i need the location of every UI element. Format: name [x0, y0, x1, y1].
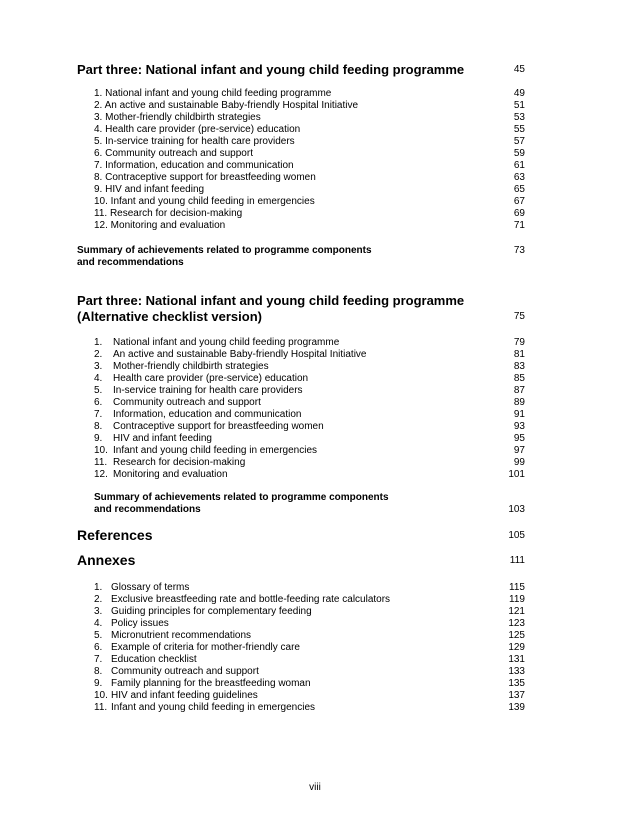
- list-item: 4. Policy issues 123: [94, 618, 525, 629]
- list-item: 6. Community outreach and support 59: [94, 148, 525, 159]
- list-item: 3. Guiding principles for complementary feeding 121: [94, 606, 525, 617]
- list-item: 1. National infant and young child feeding programme 79: [94, 337, 525, 348]
- list-item: 1. Glossary of terms 115: [94, 582, 525, 593]
- references-page: 105: [508, 530, 525, 541]
- list-item: 9. HIV and infant feeding 65: [94, 184, 525, 195]
- list-item: 3. Mother-friendly childbirth strategies 53: [94, 112, 525, 123]
- list-item: 5. In-service training for health care providers 57: [94, 136, 525, 147]
- list-item: 10. Infant and young child feeding in emergencies 97: [94, 445, 525, 456]
- list-item: 8. Contraceptive support for breastfeeding women 63: [94, 172, 525, 183]
- list-item: 11. Infant and young child feeding in emergencies 139: [94, 702, 525, 713]
- part3-page: 45: [513, 64, 525, 75]
- list-item: 7. Information, education and communication 61: [94, 160, 525, 171]
- list-item: 11. Research for decision-making 69: [94, 208, 525, 219]
- part3-summary-line1: Summary of achievements related to programme components: [77, 245, 372, 256]
- list-item: 7. Information, education and communication 91: [94, 409, 525, 420]
- list-item: 4. Health care provider (pre-service) education 85: [94, 373, 525, 384]
- part3-alt-page: 75: [513, 311, 525, 322]
- part3-alt-summary-line1: Summary of achievements related to programme components: [94, 492, 389, 503]
- part3-alt-summary-page: 103: [508, 504, 525, 515]
- annexes-page: 111: [509, 555, 525, 566]
- list-item: 7. Education checklist 131: [94, 654, 525, 665]
- references-heading: References: [77, 527, 153, 543]
- list-item: 12. Monitoring and evaluation 101: [94, 469, 525, 480]
- annexes-heading: Annexes: [77, 552, 136, 568]
- part3-alt-heading-line2: (Alternative checklist version): [77, 309, 262, 324]
- list-item: 9. HIV and infant feeding 95: [94, 433, 525, 444]
- list-item: 9. Family planning for the breastfeeding woman 135: [94, 678, 525, 689]
- list-item: 8. Community outreach and support 133: [94, 666, 525, 677]
- list-item: 10. Infant and young child feeding in emergencies 67: [94, 196, 525, 207]
- list-item: 2. Exclusive breastfeeding rate and bottle-feeding rate calculators 119: [94, 594, 525, 605]
- list-item: 2. An active and sustainable Baby-friendly Hospital Initiative 81: [94, 349, 525, 360]
- list-item: 6. Community outreach and support 89: [94, 397, 525, 408]
- list-item: 6. Example of criteria for mother-friendly care 129: [94, 642, 525, 653]
- list-item: 5. Micronutrient recommendations 125: [94, 630, 525, 641]
- part3-alt-summary-line2: and recommendations: [94, 504, 201, 515]
- list-item: 1. National infant and young child feeding programme 49: [94, 88, 525, 99]
- part3-summary-page: 73: [513, 245, 525, 256]
- list-item: 12. Monitoring and evaluation 71: [94, 220, 525, 231]
- list-item: 10. HIV and infant feeding guidelines 137: [94, 690, 525, 701]
- list-item: 3. Mother-friendly childbirth strategies 83: [94, 361, 525, 372]
- part3-summary-line2: and recommendations: [77, 257, 184, 268]
- list-item: 8. Contraceptive support for breastfeeding women 93: [94, 421, 525, 432]
- part3-heading: Part three: National infant and young child feeding programme: [77, 62, 465, 77]
- list-item: 5. In-service training for health care providers 87: [94, 385, 525, 396]
- footer-page-number: viii: [309, 782, 321, 793]
- part3-alt-heading-line1: Part three: National infant and young child feeding programme: [77, 293, 465, 308]
- list-item: 2. An active and sustainable Baby-friendly Hospital Initiative 51: [94, 100, 525, 111]
- list-item: 4. Health care provider (pre-service) education 55: [94, 124, 525, 135]
- list-item: 11. Research for decision-making 99: [94, 457, 525, 468]
